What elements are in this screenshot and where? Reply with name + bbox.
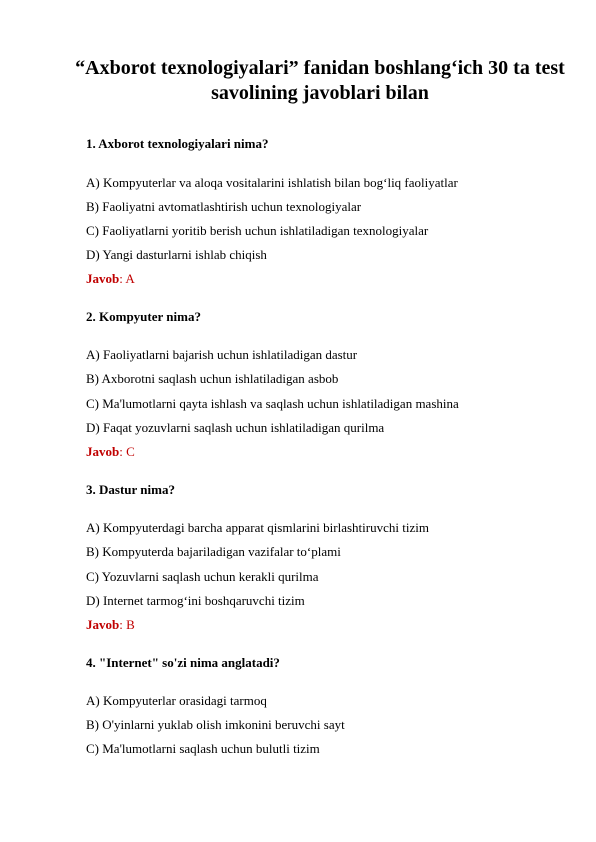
question-1: 1. Axborot texnologiyalari nima? [86, 136, 269, 151]
question-1-option-c: C) Faoliyatlarni yoritib berish uchun ishlatiladigan texnologiyalar [86, 223, 429, 238]
question-1-answer [86, 271, 135, 287]
answer-label: Javob [86, 444, 120, 459]
question-3-option-d: D) Internet tarmog‘ini boshqaruvchi tizim [86, 593, 305, 608]
question-3: 3. Dastur nima? [86, 482, 175, 497]
question-2-option-b: B) Axborotni saqlash uchun ishlatiladigan asbob [86, 371, 339, 386]
question-3-answer [86, 617, 135, 633]
question-4-option-b: B) O'yinlarni yuklab olish imkonini beruvchi sayt [86, 717, 345, 732]
question-1-option-d: D) Yangi dasturlarni ishlab chiqish [86, 247, 267, 262]
answer-value: : A [119, 271, 135, 286]
question-3-option-a: A) Kompyuterdagi barcha apparat qismlarini birlashtiruvchi tizim [86, 520, 429, 535]
answer-value: : C [119, 444, 135, 459]
question-2: 2. Kompyuter nima? [86, 309, 201, 324]
answer-label: Javob [86, 271, 120, 286]
document-title: “Axborot texnologiyalari” fanidan boshlang‘ich 30 ta test savolining javoblari bilan [75, 57, 565, 104]
question-3-option-b: B) Kompyuterda bajariladigan vazifalar to‘plami [86, 544, 341, 559]
question-1-option-b: B) Faoliyatni avtomatlashtirish uchun texnologiyalar [86, 199, 362, 214]
question-4-option-a: A) Kompyuterlar orasidagi tarmoq [86, 693, 267, 708]
question-4: 4. "Internet" so'zi nima anglatadi? [86, 655, 280, 670]
question-1-option-a: A) Kompyuterlar va aloqa vositalarini ishlatish bilan bog‘liq faoliyatlar [86, 175, 458, 190]
question-3-option-c: C) Yozuvlarni saqlash uchun kerakli qurilma [86, 569, 319, 584]
answer-value: : B [119, 617, 135, 632]
question-2-answer [86, 444, 135, 460]
question-2-option-a: A) Faoliyatlarni bajarish uchun ishlatiladigan dastur [86, 347, 358, 362]
question-2-option-d: D) Faqat yozuvlarni saqlash uchun ishlatiladigan qurilma [86, 420, 385, 435]
answer-label: Javob [86, 617, 120, 632]
question-4-option-c: C) Ma'lumotlarni saqlash uchun bulutli tizim [86, 741, 320, 756]
question-2-option-c: C) Ma'lumotlarni qayta ishlash va saqlash uchun ishlatiladigan mashina [86, 396, 459, 411]
